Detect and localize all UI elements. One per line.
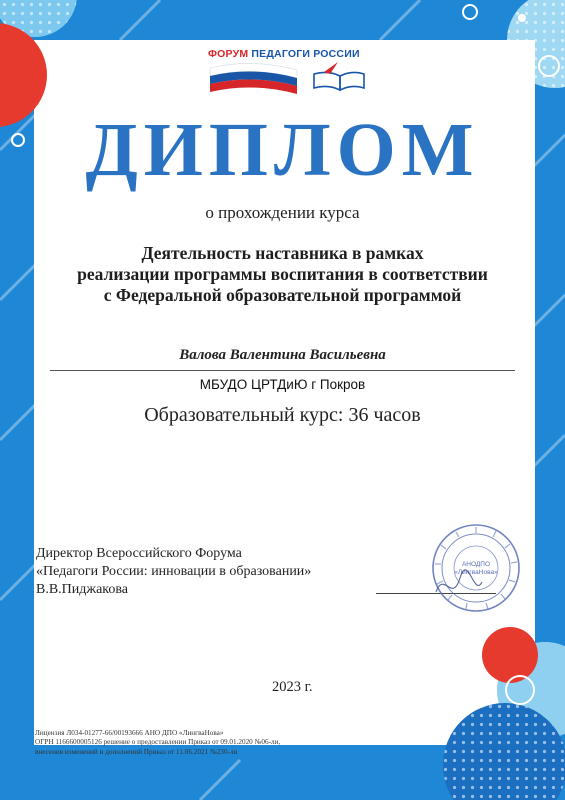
license-line: внесения изменений и дополнений Приказ от 11.06.2021 №230-ли [35,747,238,756]
license-info [35,729,280,757]
forum-logo-text [208,48,360,60]
stamp-text-org: АНОДПО [461,561,491,568]
course-title-line: реализации программы воспитания в соответствии [77,264,488,284]
course-hours: Образовательный курс: 36 часов [144,404,421,426]
stamp-text-name: «ЛингваНова» [454,569,498,576]
official-stamp-icon [430,522,522,614]
diploma-title: ДИПЛОМ [85,108,480,192]
issue-year: 2023 г. [272,679,313,695]
director-position: Директор Всероссийского Форума [36,546,242,561]
organization-name: МБУДО ЦРТДиЮ г Покров [199,377,366,392]
director-block [36,545,311,599]
recipient-underline [50,370,515,371]
recipient-name: Валова Валентина Васильевна [179,347,386,363]
course-title-line: с Федеральной образовательной программой [103,285,462,305]
forum-name: «Педагоги России: инновации в образовании» [36,564,312,579]
logo-word-teachers: ПЕДАГОГИ РОССИИ [251,48,360,60]
diploma-subtitle: о прохождении курса [205,203,360,222]
course-title [0,243,565,306]
license-line: ОГРН 1166600005126 решение о предоставлении Приказ от 09.01.2020 №06-ли, [35,738,281,747]
logo-word-forum: ФОРУМ [208,48,249,60]
director-name: В.В.Пиджакова [36,582,129,597]
course-title-line: Деятельность наставника в рамках [141,243,424,263]
license-line: Лицензия Л034-01277-66/00193666 АНО ДПО «ЛингваНова» [35,729,224,737]
